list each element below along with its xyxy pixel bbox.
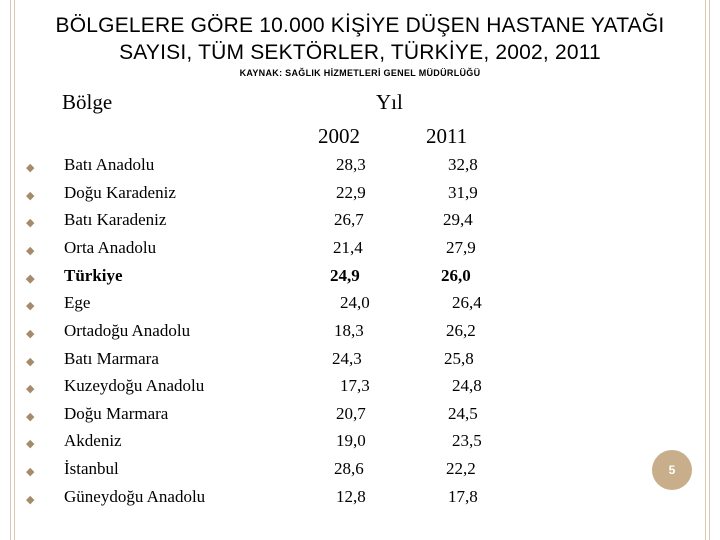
region-name: Orta Anadolu xyxy=(64,238,157,257)
value-2002: 20,7 xyxy=(336,404,366,423)
table-row xyxy=(0,376,720,403)
column-header-2011: 2011 xyxy=(426,124,468,148)
table-row xyxy=(0,349,720,376)
diamond-bullet-icon: ◆ xyxy=(26,190,35,202)
value-2011: 26,4 xyxy=(452,293,482,312)
value-2002: 28,3 xyxy=(336,155,366,174)
value-2011: 32,8 xyxy=(448,155,478,174)
value-2002: 24,3 xyxy=(332,349,362,368)
value-2011: 27,9 xyxy=(446,238,476,257)
table-row xyxy=(0,404,720,431)
value-2011: 31,9 xyxy=(448,183,478,202)
value-2002: 28,6 xyxy=(334,459,364,478)
table-row xyxy=(0,431,720,458)
value-2002: 21,4 xyxy=(333,238,363,257)
value-2002: 24,0 xyxy=(340,293,370,312)
diamond-bullet-icon: ◆ xyxy=(26,356,35,368)
diamond-bullet-icon: ◆ xyxy=(26,466,35,478)
diamond-bullet-icon: ◆ xyxy=(26,162,35,174)
table-row xyxy=(0,459,720,486)
value-2002: 18,3 xyxy=(334,321,364,340)
region-name: Akdeniz xyxy=(64,431,122,450)
value-2011: 29,4 xyxy=(443,210,473,229)
region-name: Ortadoğu Anadolu xyxy=(64,321,191,340)
diamond-bullet-icon: ◆ xyxy=(26,217,35,229)
region-name: Batı Marmara xyxy=(64,349,159,368)
value-2011: 26,2 xyxy=(446,321,476,340)
column-header-2002: 2002 xyxy=(318,124,360,148)
value-2002: 17,3 xyxy=(340,376,370,395)
table-row xyxy=(0,487,720,514)
value-2011: 23,5 xyxy=(452,431,482,450)
value-2011: 22,2 xyxy=(446,459,476,478)
value-2002: 12,8 xyxy=(336,487,366,506)
table-row xyxy=(0,266,720,293)
region-name: Kuzeydoğu Anadolu xyxy=(64,376,205,395)
diamond-bullet-icon: ◆ xyxy=(26,300,35,312)
region-name: Türkiye xyxy=(64,266,123,285)
region-name: Güneydoğu Anadolu xyxy=(64,487,206,506)
region-name: İstanbul xyxy=(64,459,119,478)
value-2011: 24,8 xyxy=(452,376,482,395)
source-note: KAYNAK: SAĞLIK HİZMETLERİ GENEL MÜDÜRLÜĞÜ xyxy=(239,68,481,78)
diamond-bullet-icon: ◆ xyxy=(26,438,35,450)
diamond-bullet-icon: ◆ xyxy=(26,328,35,340)
table-row xyxy=(0,238,720,265)
diamond-bullet-icon: ◆ xyxy=(26,383,35,395)
diamond-bullet-icon: ◆ xyxy=(26,494,35,506)
table-row xyxy=(0,210,720,237)
region-name: Doğu Marmara xyxy=(64,404,169,423)
diamond-bullet-icon: ◆ xyxy=(26,273,35,285)
region-name: Doğu Karadeniz xyxy=(64,183,176,202)
table-row xyxy=(0,155,720,182)
region-name: Batı Anadolu xyxy=(64,155,155,174)
value-2011: 25,8 xyxy=(444,349,474,368)
value-2002: 26,7 xyxy=(334,210,364,229)
table-row xyxy=(0,293,720,320)
diamond-bullet-icon: ◆ xyxy=(26,411,35,423)
value-2002: 19,0 xyxy=(336,431,366,450)
table-row xyxy=(0,321,720,348)
value-2011: 17,8 xyxy=(448,487,478,506)
page-number-badge: 5 xyxy=(652,450,692,490)
slide-title: BÖLGELERE GÖRE 10.000 KİŞİYE DÜŞEN HASTANE YATAĞI SAYISI, TÜM SEKTÖRLER, TÜRKİYE, 2002, 2011 xyxy=(55,14,665,64)
table-row xyxy=(0,183,720,210)
diamond-bullet-icon: ◆ xyxy=(26,245,35,257)
value-2011: 24,5 xyxy=(448,404,478,423)
value-2002: 22,9 xyxy=(336,183,366,202)
region-name: Batı Karadeniz xyxy=(64,210,167,229)
column-header-region: Bölge xyxy=(62,90,113,114)
value-2002: 24,9 xyxy=(330,266,360,285)
column-header-year: Yıl xyxy=(376,90,403,114)
value-2011: 26,0 xyxy=(441,266,471,285)
region-name: Ege xyxy=(64,293,91,312)
